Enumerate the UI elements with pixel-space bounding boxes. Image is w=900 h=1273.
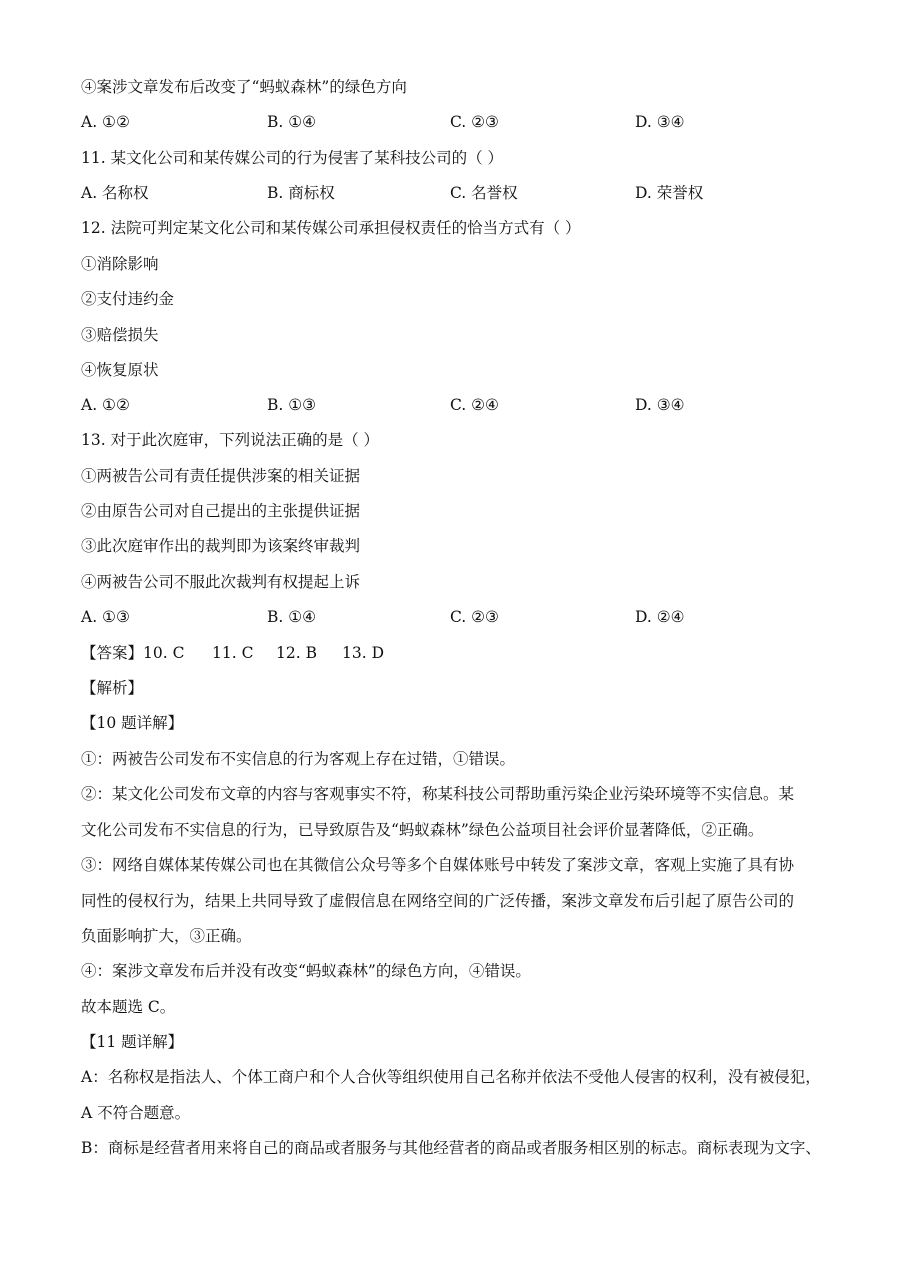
q13-options <box>81 607 821 627</box>
detail10-heading: 【10 题详解】 <box>81 714 184 732</box>
q12-item-1: ①消除影响 <box>81 255 159 273</box>
q11-stem: 11. 某文化公司和某传媒公司的行为侵害了某科技公司的（ ） <box>81 149 504 167</box>
q13-stem: 13. 对于此次庭审，下列说法正确的是（ ） <box>81 431 380 449</box>
q10-options <box>81 112 821 132</box>
detail11-heading: 【11 题详解】 <box>81 1033 184 1051</box>
q10-option-c: C. ②③ <box>450 113 499 131</box>
detail10-item-4: ④：案涉文章发布后并没有改变“蚂蚁森林”的绿色方向，④错误。 <box>81 962 531 980</box>
q12-item-2: ②支付违约金 <box>81 290 175 308</box>
answer-line <box>81 643 501 663</box>
detail10-conclusion: 故本题选 C。 <box>81 998 176 1016</box>
q10-option-d: D. ③④ <box>635 113 685 131</box>
q13-item-2: ②由原告公司对自己提出的主张提供证据 <box>81 502 361 520</box>
q12-option-d: D. ③④ <box>635 396 685 414</box>
q12-options <box>81 395 821 415</box>
q10-item-4: ④案涉文章发布后改变了“蚂蚁森林”的绿色方向 <box>81 78 407 96</box>
q12-option-b: B. ①③ <box>267 396 317 414</box>
q11-option-a: A. 名称权 <box>81 184 149 202</box>
q12-item-4: ④恢复原状 <box>81 361 159 379</box>
q11-option-d: D. 荣誉权 <box>635 184 704 202</box>
detail10-item-2-line-1: ②：某文化公司发布文章的内容与客观事实不符，称某科技公司帮助重污染企业污染环境等不实信息。某 <box>81 785 795 803</box>
q10-option-b: B. ①④ <box>267 113 317 131</box>
q12-option-c: C. ②④ <box>450 396 499 414</box>
detail10-item-2 <box>81 777 825 848</box>
answer-13: 13. D <box>342 644 385 662</box>
detail10-item-3-line-1: ③：网络自媒体某传媒公司也在其微信公众号等多个自媒体账号中转发了案涉文章，客观上实施了具有协 <box>81 856 795 874</box>
detail10-item-3 <box>81 848 825 955</box>
detail11-option-a-line-1: A：名称权是指法人、个体工商户和个人合伙等组织使用自己名称并依法不受他人侵害的权利，没有被侵犯， <box>81 1068 821 1086</box>
q10-option-a: A. ①② <box>81 113 130 131</box>
answer-label: 【答案】10. C <box>81 644 185 662</box>
q13-item-4: ④两被告公司不服此次裁判有权提起上诉 <box>81 573 361 591</box>
q12-item-3: ③赔偿损失 <box>81 326 159 344</box>
analysis-label: 【解析】 <box>81 679 144 697</box>
q12-option-a: A. ①② <box>81 396 130 414</box>
q12-stem: 12. 法院可判定某文化公司和某传媒公司承担侵权责任的恰当方式有（ ） <box>81 219 581 237</box>
q13-option-c: C. ②③ <box>450 608 499 626</box>
q13-item-3: ③此次庭审作出的裁判即为该案终审裁判 <box>81 537 361 555</box>
q13-option-a: A. ①③ <box>81 608 130 626</box>
answer-12: 12. B <box>276 644 317 662</box>
q13-item-1: ①两被告公司有责任提供涉案的相关证据 <box>81 467 361 485</box>
q13-option-b: B. ①④ <box>267 608 317 626</box>
detail10-item-3-line-3: 负面影响扩大，③正确。 <box>81 927 252 945</box>
detail11-option-b-analysis <box>81 1131 825 1167</box>
detail10-item-2-line-2: 文化公司发布不实信息的行为，已导致原告及“蚂蚁森林”绿色公益项目社会评价显著降低，②正确。 <box>81 820 764 839</box>
detail11-option-a-analysis <box>81 1060 825 1131</box>
answer-11: 11. C <box>212 644 254 662</box>
detail10-item-1: ①：两被告公司发布不实信息的行为客观上存在过错，①错误。 <box>81 750 516 768</box>
q11-options <box>81 183 821 203</box>
detail11-option-b-line-1: B：商标是经营者用来将自己的商品或者服务与其他经营者的商品或者服务相区别的标志。商标表现为文字、 <box>81 1139 821 1157</box>
q11-option-b: B. 商标权 <box>267 184 335 202</box>
q13-option-d: D. ②④ <box>635 608 685 626</box>
detail10-item-3-line-2: 同性的侵权行为，结果上共同导致了虚假信息在网络空间的广泛传播，案涉文章发布后引起了原告公司的 <box>81 891 795 910</box>
q11-option-c: C. 名誉权 <box>450 184 518 202</box>
detail11-option-a-line-2: A 不符合题意。 <box>81 1103 191 1122</box>
